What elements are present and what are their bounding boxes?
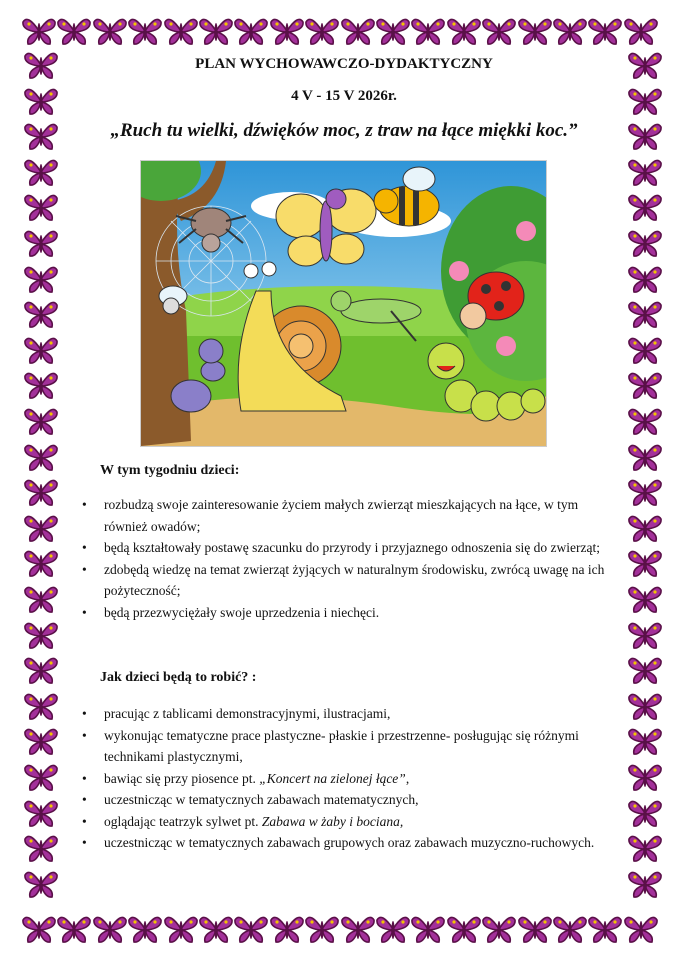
butterfly-icon (24, 620, 58, 650)
butterfly-icon (305, 16, 339, 46)
butterfly-icon (24, 513, 58, 543)
song-title: „Koncert na zielonej łące” (259, 770, 406, 786)
butterfly-icon (24, 192, 58, 222)
methods-heading: Jak dzieci będą to robić? : (100, 670, 257, 685)
butterfly-icon (628, 264, 662, 294)
butterfly-icon (57, 16, 91, 46)
plan-motto: „Ruch tu wielki, dźwięków moc, z traw na łące miękki koc.” (110, 120, 578, 141)
butterfly-icon (628, 833, 662, 863)
list-item: • będą kształtowały postawę szacunku do przyrody i przyjaznego odnoszenia się do zwierząt; (68, 537, 608, 559)
butterfly-icon (553, 16, 587, 46)
goals-list (68, 494, 608, 623)
butterfly-icon (128, 914, 162, 944)
butterfly-icon (234, 16, 268, 46)
plan-dates: 4 V - 15 V 2026r. (291, 88, 397, 104)
butterfly-border-bottom (22, 912, 664, 946)
butterfly-icon (628, 477, 662, 507)
butterfly-icon (628, 86, 662, 116)
butterfly-icon (24, 584, 58, 614)
butterfly-icon (447, 914, 481, 944)
butterfly-icon (24, 798, 58, 828)
list-item: • będą przezwyciężały swoje uprzedzenia i niechęci. (68, 602, 608, 624)
butterfly-icon (24, 157, 58, 187)
list-item: • zdobędą wiedzę na temat zwierząt żyjących w naturalnym środowisku, zwrócą uwagę na ich pożyteczność; (68, 559, 608, 602)
butterfly-icon (628, 121, 662, 151)
butterfly-icon (628, 655, 662, 685)
butterfly-icon (628, 228, 662, 258)
butterfly-icon (22, 16, 56, 46)
butterfly-icon (24, 869, 58, 899)
butterfly-icon (628, 335, 662, 365)
goals-heading: W tym tygodniu dzieci: (100, 463, 240, 478)
list-item (68, 811, 608, 833)
butterfly-icon (628, 50, 662, 80)
list-item: • pracując z tablicami demonstracyjnymi, ilustracjami, (68, 703, 608, 725)
butterfly-icon (482, 914, 516, 944)
butterfly-icon (518, 914, 552, 944)
butterfly-icon (305, 914, 339, 944)
butterfly-icon (376, 16, 410, 46)
butterfly-border-left (22, 50, 60, 908)
butterfly-icon (588, 16, 622, 46)
butterfly-icon (199, 16, 233, 46)
butterfly-icon (128, 16, 162, 46)
butterfly-icon (628, 798, 662, 828)
butterfly-icon (628, 299, 662, 329)
butterfly-icon (24, 370, 58, 400)
list-item: • uczestnicząc w tematycznych zabawach matematycznych, (68, 789, 608, 811)
butterfly-icon (628, 548, 662, 578)
butterfly-icon (234, 914, 268, 944)
item-text: oglądając teatrzyk sylwet pt. (104, 813, 262, 829)
butterfly-icon (411, 914, 445, 944)
butterfly-icon (199, 914, 233, 944)
butterfly-icon (341, 914, 375, 944)
butterfly-icon (624, 914, 658, 944)
butterfly-icon (588, 914, 622, 944)
butterfly-icon (24, 264, 58, 294)
butterfly-icon (24, 655, 58, 685)
butterfly-icon (164, 16, 198, 46)
butterfly-icon (24, 50, 58, 80)
butterfly-icon (482, 16, 516, 46)
butterfly-icon (628, 157, 662, 187)
play-title: Zabawa w żaby i bociana, (261, 813, 404, 829)
list-item: • rozbudzą swoje zainteresowanie życiem małych zwierząt mieszkających na łące, w tym również owadów; (68, 494, 608, 537)
butterfly-icon (376, 914, 410, 944)
butterfly-icon (628, 584, 662, 614)
butterfly-icon (628, 620, 662, 650)
butterfly-icon (24, 477, 58, 507)
butterfly-icon (628, 442, 662, 472)
butterfly-icon (624, 16, 658, 46)
list-item: • uczestnicząc w tematycznych zabawach grupowych oraz zabawach muzyczno-ruchowych. (68, 832, 608, 854)
butterfly-icon (24, 726, 58, 756)
butterfly-icon (628, 513, 662, 543)
butterfly-icon (628, 869, 662, 899)
butterfly-icon (24, 86, 58, 116)
butterfly-icon (628, 406, 662, 436)
butterfly-icon (447, 16, 481, 46)
butterfly-icon (24, 548, 58, 578)
item-text: bawiąc się przy piosence pt. (104, 770, 260, 786)
butterfly-icon (628, 370, 662, 400)
butterfly-icon (24, 833, 58, 863)
butterfly-icon (270, 914, 304, 944)
list-item: • wykonując tematyczne prace plastyczne- płaskie i przestrzenne- posługując się różnymi technikami plastycznymi, (68, 725, 608, 768)
butterfly-icon (24, 299, 58, 329)
butterfly-icon (628, 762, 662, 792)
methods-list (68, 703, 608, 854)
butterfly-icon (628, 192, 662, 222)
butterfly-icon (24, 228, 58, 258)
butterfly-icon (24, 691, 58, 721)
butterfly-icon (553, 914, 587, 944)
butterfly-icon (24, 762, 58, 792)
plan-title: PLAN WYCHOWAWCZO-DYDAKTYCZNY (195, 56, 493, 72)
butterfly-icon (57, 914, 91, 944)
butterfly-border-right (626, 50, 664, 908)
butterfly-icon (24, 406, 58, 436)
butterfly-border-top (22, 14, 664, 48)
butterfly-icon (628, 726, 662, 756)
butterfly-icon (24, 335, 58, 365)
list-item (68, 768, 608, 790)
butterfly-icon (411, 16, 445, 46)
butterfly-icon (22, 914, 56, 944)
butterfly-icon (341, 16, 375, 46)
document-page (68, 50, 620, 908)
meadow-insects-illustration (140, 160, 547, 447)
butterfly-icon (270, 16, 304, 46)
item-text: , (405, 770, 410, 786)
butterfly-icon (628, 691, 662, 721)
butterfly-icon (93, 16, 127, 46)
butterfly-icon (24, 442, 58, 472)
butterfly-icon (93, 914, 127, 944)
butterfly-icon (24, 121, 58, 151)
butterfly-icon (164, 914, 198, 944)
butterfly-icon (518, 16, 552, 46)
